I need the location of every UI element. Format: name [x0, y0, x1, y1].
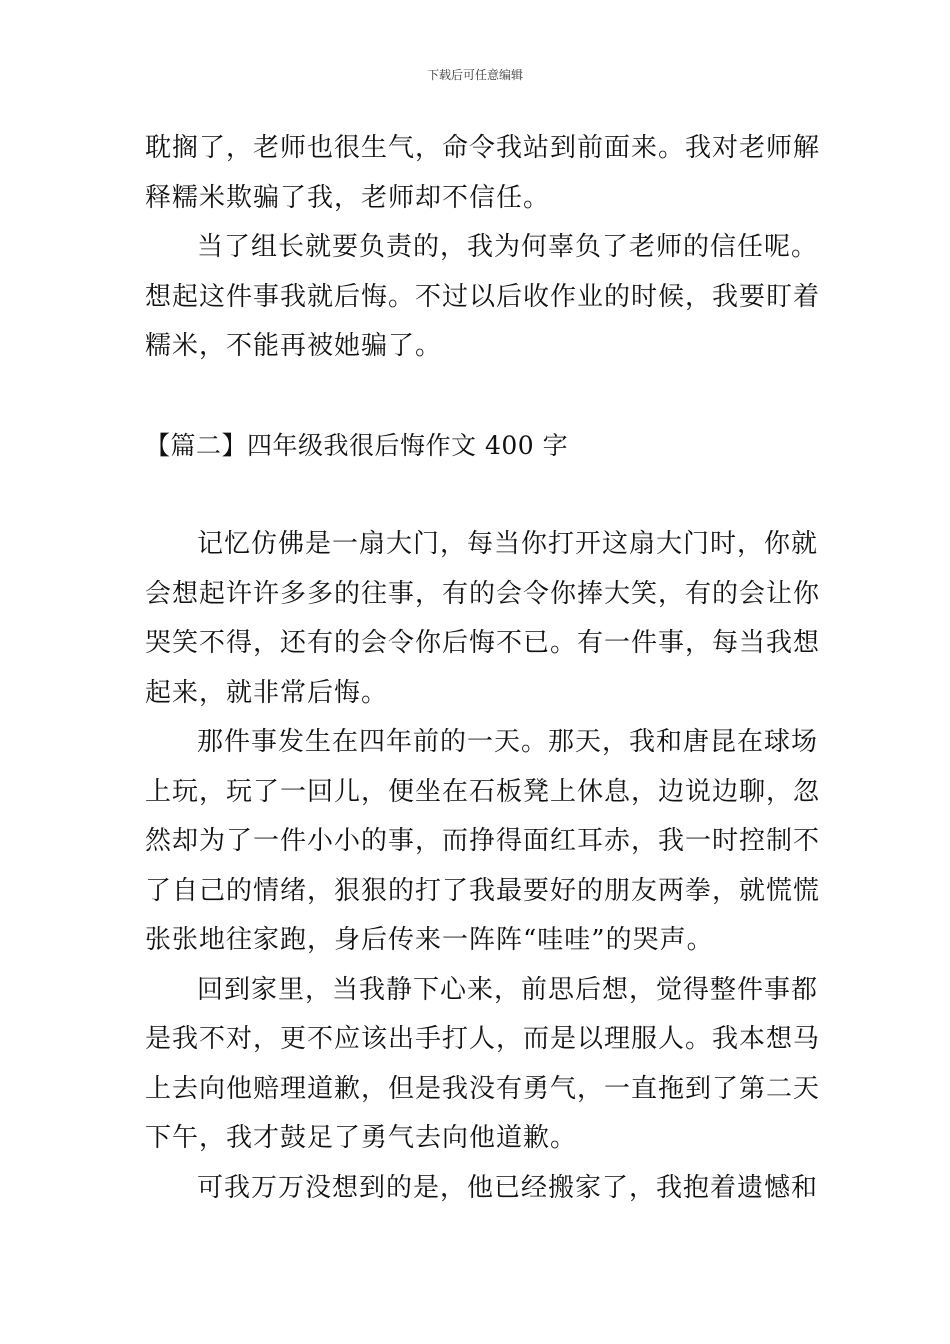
text-line: 糯米，不能再被她骗了。	[145, 331, 443, 361]
text-line: 那件事发生在四年前的一天。那天，我和唐昆在球场	[197, 727, 819, 757]
text-line: 上玩，玩了一回儿，便坐在石板凳上休息，边说边聊，忽	[145, 776, 821, 807]
text-line: 释糯米欺骗了我，老师却不信任。	[145, 182, 551, 213]
page-header-note: 下载后可任意编辑	[426, 68, 523, 82]
text-line: 会想起许许多多的往事，有的会令你捧大笑，有的会让你	[145, 578, 821, 609]
text-line: 回到家里，当我静下心来，前思后想，觉得整件事都	[197, 974, 819, 1005]
text-line: 然却为了一件小小的事，而挣得面红耳赤，我一时控制不	[145, 826, 821, 856]
text-line: 张张地往家跑，身后传来一阵阵“哇哇”的哭声。	[145, 925, 714, 955]
document-body	[145, 124, 821, 1213]
text-line: 起来，就非常后悔。	[145, 677, 389, 708]
text-line: 上去向他赔理道歉，但是我没有勇气，一直拖到了第二天	[145, 1073, 821, 1104]
text-line: 记忆仿佛是一扇大门，每当你打开这扇大门时，你就	[197, 529, 819, 559]
text-line: 哭笑不得，还有的会令你后悔不已。有一件事，每当我想	[145, 628, 821, 658]
text-line: 耽搁了，老师也很生气，命令我站到前面来。我对老师解	[145, 133, 821, 163]
text-line: 可我万万没想到的是，他已经搬家了，我抱着遗憾和	[197, 1172, 819, 1203]
text-line: 下午，我才鼓足了勇气去向他道歉。	[145, 1123, 578, 1153]
text-line: 是我不对，更不应该出手打人，而是以理服人。我本想马	[145, 1024, 821, 1054]
spacer	[145, 470, 810, 520]
section-heading: 【篇二】四年级我很后悔作文 400 字	[145, 430, 569, 460]
spacer	[145, 372, 810, 421]
text-line: 当了组长就要负责的，我为何辜负了老师的信任呢。	[197, 232, 819, 262]
text-line: 了自己的情绪，狠狠的打了我最要好的朋友两拳，就慌慌	[145, 875, 821, 906]
text-line: 想起这件事我就后悔。不过以后收作业的时候，我要盯着	[145, 281, 821, 312]
